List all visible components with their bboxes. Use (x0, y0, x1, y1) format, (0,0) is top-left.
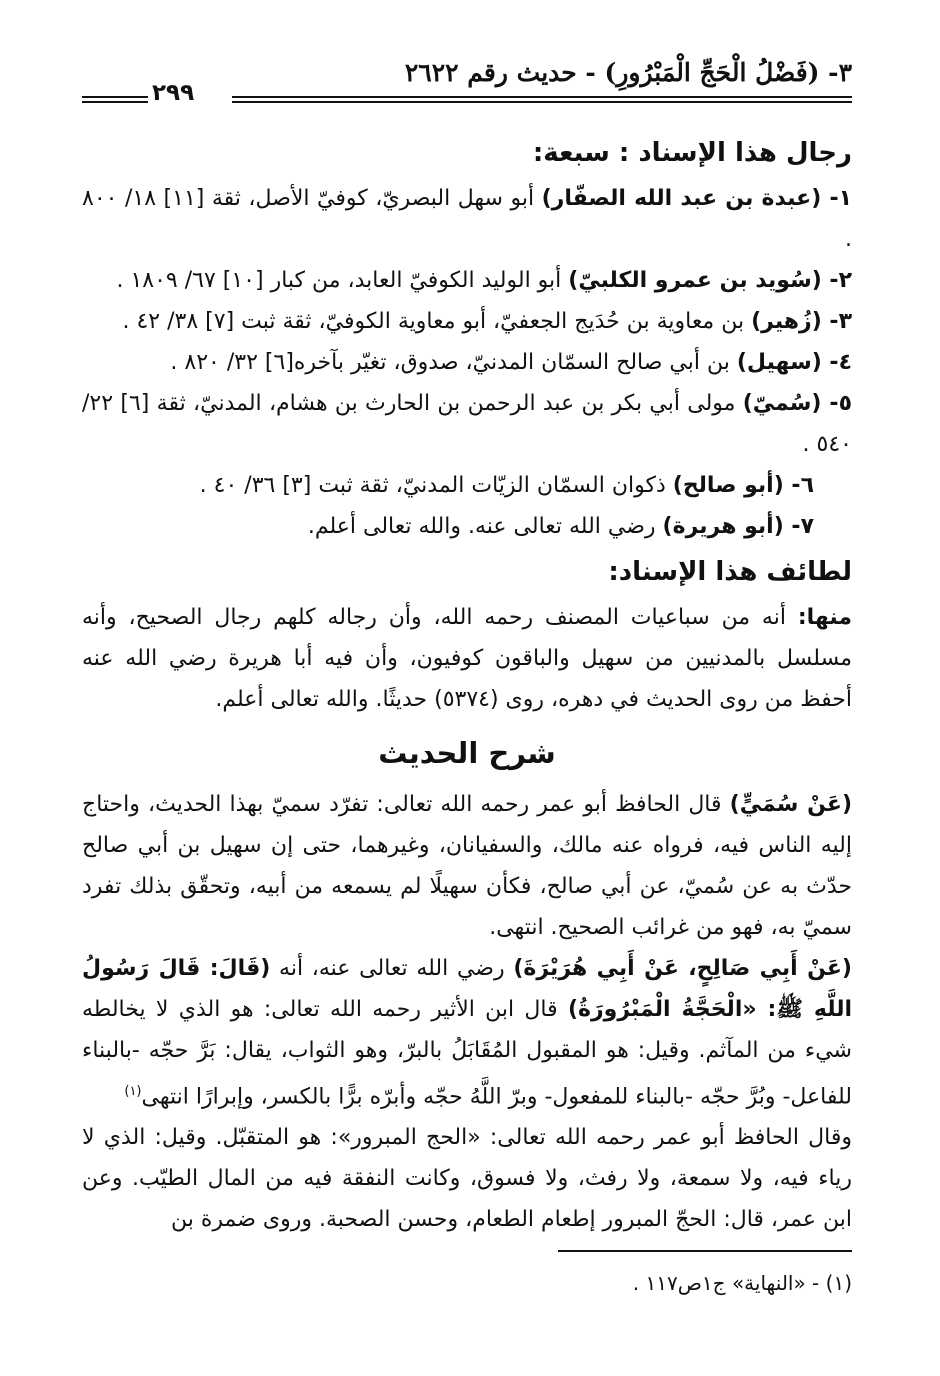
narrator-item (82, 301, 852, 342)
narrator-item (82, 342, 852, 383)
narrator-name: ٥- (سُميّ) (742, 391, 852, 416)
sharh-text: رضي الله تعالى عنه، أنه (270, 956, 514, 981)
footnote-marker[interactable]: (١) (124, 1084, 142, 1099)
page-number: ٢٩٩ (152, 80, 195, 106)
sharh-text: قال الحافظ أبو عمر رحمه الله تعالى: تفرّد سميّ بهذا الحديث، واحتاج إليه الناس فيه، فرواه عنه مالك، والسفيانان، وغيرهما، حتى إن سهيل بن أبي صالح حدّث به عن سُميّ، عن أبي صالح، فكأن سهيلًا لم يسمعه من أبيه، وتحقّق بذلك تفرد سميّ به، فهو من غرائب الصحيح. انتهى. (82, 792, 852, 940)
page-header (82, 52, 852, 112)
narrator-text: بن معاوية بن حُدَيج الجعفيّ، أبو معاوية الكوفيّ، ثقة ثبت [٧] ٣٨/ ٤٢ . (122, 309, 752, 334)
narrator-item (82, 465, 852, 506)
hadith-quote: (عَنْ أَبِي صَالِحٍ، عَنْ أَبِي هُرَيْرَةَ) (513, 956, 852, 981)
main-text (82, 128, 852, 1240)
narrator-text: مولى أبي بكر بن عبد الرحمن بن الحارث بن هشام، المدنيّ، ثقة [٦] ٢٢/ ٥٤٠ . (82, 391, 852, 457)
narrator-name: ٤- (سهيل) (736, 350, 852, 375)
narrator-name: ١- (عبدة بن عبد الله الصفّار) (541, 186, 853, 211)
narrator-item (82, 506, 852, 547)
isnad-notes-lead: منها: (797, 605, 852, 630)
isnad-notes-text: أنه من سباعيات المصنف رحمه الله، وأن رجاله كلهم رجال الصحيح، وأنه مسلسل بالمدنيين من سهيل والباقون كوفيون، وأن فيه أبا هريرة رضي الله عنه أحفظ من روى الحديث في دهره، روى (٥٣٧٤) حديثًا. والله تعالى أعلم. (82, 605, 852, 712)
narrator-name: ٣- (زُهير) (751, 309, 852, 334)
narrator-item (82, 260, 852, 301)
narrator-text: أبو سهل البصريّ، كوفيّ الأصل، ثقة [١١] ١٨/ ٨٠٠ . (82, 186, 852, 252)
hadith-quote: (قَالَ: قَالَ رَسُولُ اللَّهِ ﷺ: «الْحَجَّةُ الْمَبْرُورَةُ) (82, 956, 852, 1022)
footnote: (١) - «النهاية» ج١ص١١٧ . (632, 1271, 852, 1295)
narrator-text: أبو الوليد الكوفيّ العابد، من كبار [١٠] ٦٧/ ١٨٠٩ . (116, 268, 569, 293)
narrator-item (82, 178, 852, 260)
sharh-heading: شرح الحديث (378, 736, 556, 770)
isnad-notes-paragraph (82, 597, 852, 720)
sharh-paragraph-3: وقال الحافظ أبو عمر رحمه الله تعالى: «الحج المبرور»: هو المتقبّل. وقيل: الذي لا رياء فيه، ولا سمعة، ولا رفث، ولا فسوق، وكانت النفقة فيه من المال الطيّب. وعن ابن عمر، قال: الحجّ المبرور إطعام الطعام، وحسن الصحبة. وروى ضمرة بن (82, 1125, 852, 1233)
footnote-divider (558, 1250, 852, 1252)
header-rule-right (232, 96, 852, 103)
sharh-text: قال ابن الأثير رحمه الله تعالى: هو الذي لا يخالطه شيء من المآثم. وقيل: هو المقبول المُقَابَلُ بالبرّ، وهو الثواب، يقال: بَرَّ حجّه -بالبناء للفاعل- وبُرَّ حجّه -بالبناء للمفعول- وبرّ اللَّهُ حجّه وأبرّه برًّا بالكسر، وإبرارًا انتهى (82, 997, 852, 1110)
sharh-paragraph-1 (82, 784, 852, 948)
hadith-quote: (عَنْ سُمَيٍّ) (729, 792, 852, 817)
header-rule-left (82, 96, 148, 103)
section-heading-narrators: رجال هذا الإسناد : سبعة: (532, 138, 852, 168)
narrator-name: ٢- (سُويد بن عمرو الكلبيّ) (568, 268, 852, 293)
section-heading-isnad-notes: لطائف هذا الإسناد: (608, 557, 852, 587)
narrator-name: ٧- (أبو هريرة) (662, 514, 814, 539)
running-title: ٣- (فَضْلُ الْحَجِّ الْمَبْرُورِ) - حديث رقم ٢٦٢٢ (404, 58, 852, 87)
narrator-text: بن أبي صالح السمّان المدنيّ، صدوق، تغيّر بآخره[٦] ٣٢/ ٨٢٠ . (170, 350, 737, 375)
sharh-paragraph-2 (82, 948, 852, 1117)
narrator-text: رضي الله تعالى عنه. والله تعالى أعلم. (307, 514, 663, 539)
narrator-text: ذكوان السمّان الزيّات المدنيّ، ثقة ثبت [٣] ٣٦/ ٤٠ . (199, 473, 673, 498)
narrator-item (82, 383, 852, 465)
narrator-name: ٦- (أبو صالح) (672, 473, 814, 498)
